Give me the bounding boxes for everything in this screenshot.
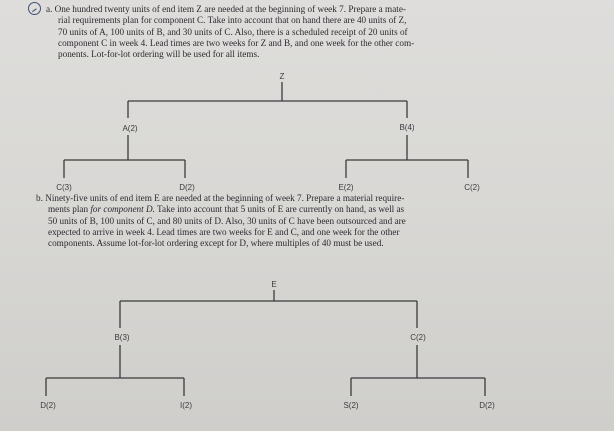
problem-a-line-2: rial requirements plan for component C. Take into account that on hand there are 40 units of Z, <box>58 15 407 26</box>
tree-b-node-d2-right: D(2) <box>479 401 495 410</box>
problem-b-line-5: components. Assume lot-for-lot ordering except for D, where multiples of 40 must be used. <box>48 238 384 249</box>
problem-b-line-3: 50 units of B, 100 units of C, and 80 units of D. Also, 30 units of C have been outsourced and are <box>48 215 406 226</box>
tree-a-node-d2: D(2) <box>179 183 195 192</box>
tree-a-node-e2: E(2) <box>338 183 354 192</box>
problem-b-line-1-text: Ninety-five units of end item E are needed at the beginning of week 7. Prepare a material require- <box>45 193 405 203</box>
problem-b-line-2 <box>36 204 406 215</box>
tree-a-node-c2: C(2) <box>464 183 480 192</box>
tree-b-node-s2: S(2) <box>343 401 359 410</box>
tree-a-node-c3: C(3) <box>56 183 72 192</box>
problem-a-line-4: component C in week 4. Lead times are two weeks for Z and B, and one week for the other com- <box>58 37 415 48</box>
problem-b-text <box>36 193 406 249</box>
problem-b-line-1 <box>36 193 406 204</box>
tree-b-node-b: B(3) <box>114 333 130 342</box>
tree-a-node-b: B(4) <box>399 123 415 132</box>
problem-a-line-1-text: One hundred twenty units of end item Z are needed at the beginning of week 7. Prepare a mate- <box>54 4 406 14</box>
tree-b-node-c: C(2) <box>410 333 426 342</box>
tree-b-node-d2: D(2) <box>40 401 56 410</box>
problem-b-line-4: expected to arrive in week 4. Lead times are two weeks for E and C, and one week for the other <box>48 226 400 237</box>
problem-b-marker: b. <box>36 193 43 203</box>
tree-b-node-root: E <box>271 280 277 289</box>
problem-b-line-2-pre: ments plan <box>48 204 91 215</box>
tree-a-node-root: Z <box>279 72 285 81</box>
tree-b-node-i2: I(2) <box>180 401 192 410</box>
tree-a-node-a: A(2) <box>122 124 138 133</box>
problem-b-line-2-post: Take into account that 5 units of E are currently on hand, as well as <box>154 204 405 215</box>
problem-a-marker: a. <box>46 4 53 14</box>
problem-a-line-5: ponents. Lot-for-lot ordering will be used for all items. <box>58 49 260 60</box>
problem-b-line-2-em: for component D. <box>90 204 155 215</box>
problem-a-line-3: 70 units of A, 100 units of B, and 30 units of C. Also, there is a scheduled receipt of 20 units of <box>58 26 408 37</box>
